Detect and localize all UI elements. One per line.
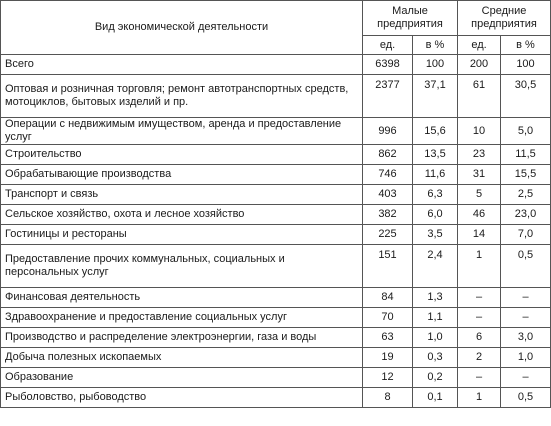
header-small-count: ед.	[363, 36, 413, 55]
small-percent: 2,4	[413, 245, 458, 288]
medium-percent: 15,5	[501, 165, 551, 185]
medium-count: 23	[458, 145, 501, 165]
small-count: 19	[363, 348, 413, 368]
row-name: Образование	[1, 368, 363, 388]
small-percent: 0,2	[413, 368, 458, 388]
small-count: 12	[363, 368, 413, 388]
small-percent: 100	[413, 55, 458, 75]
small-count: 151	[363, 245, 413, 288]
table-row	[1, 245, 551, 288]
row-name: Рыболовство, рыбоводство	[1, 388, 363, 408]
row-name: Финансовая деятельность	[1, 288, 363, 308]
table-row	[1, 185, 551, 205]
row-name: Гостиницы и рестораны	[1, 225, 363, 245]
row-name: Производство и распределение электроэнергии, газа и воды	[1, 328, 363, 348]
medium-percent: 0,5	[501, 388, 551, 408]
small-count: 2377	[363, 75, 413, 118]
row-name: Операции с недвижимым имуществом, аренда и предоставление услуг	[1, 118, 363, 145]
header-medium: Средние предприятия	[458, 1, 551, 36]
small-count: 225	[363, 225, 413, 245]
medium-count: 1	[458, 388, 501, 408]
header-medium-pct: в %	[501, 36, 551, 55]
small-percent: 1,0	[413, 328, 458, 348]
header-small: Малые предприятия	[363, 1, 458, 36]
medium-count: 6	[458, 328, 501, 348]
table-row	[1, 308, 551, 328]
small-percent: 3,5	[413, 225, 458, 245]
small-percent: 6,0	[413, 205, 458, 225]
medium-percent: –	[501, 368, 551, 388]
medium-percent: 30,5	[501, 75, 551, 118]
medium-count: –	[458, 368, 501, 388]
medium-count: 1	[458, 245, 501, 288]
header-medium-count: ед.	[458, 36, 501, 55]
medium-count: 31	[458, 165, 501, 185]
small-percent: 13,5	[413, 145, 458, 165]
small-count: 382	[363, 205, 413, 225]
row-name: Обрабатывающие производства	[1, 165, 363, 185]
small-count: 746	[363, 165, 413, 185]
row-name: Транспорт и связь	[1, 185, 363, 205]
table-row	[1, 288, 551, 308]
table-row	[1, 328, 551, 348]
small-count: 8	[363, 388, 413, 408]
row-name: Здравоохранение и предоставление социальных услуг	[1, 308, 363, 328]
small-count: 63	[363, 328, 413, 348]
small-count: 862	[363, 145, 413, 165]
medium-percent: 3,0	[501, 328, 551, 348]
table-row	[1, 165, 551, 185]
medium-count: 10	[458, 118, 501, 145]
small-percent: 1,1	[413, 308, 458, 328]
row-name: Строительство	[1, 145, 363, 165]
row-name: Сельское хозяйство, охота и лесное хозяйство	[1, 205, 363, 225]
row-name: Добыча полезных ископаемых	[1, 348, 363, 368]
small-percent: 6,3	[413, 185, 458, 205]
medium-percent: 2,5	[501, 185, 551, 205]
table-row	[1, 55, 551, 75]
small-count: 6398	[363, 55, 413, 75]
table-row	[1, 118, 551, 145]
medium-percent: 23,0	[501, 205, 551, 225]
small-count: 996	[363, 118, 413, 145]
medium-percent: 100	[501, 55, 551, 75]
table-row	[1, 388, 551, 408]
medium-count: 61	[458, 75, 501, 118]
medium-count: 200	[458, 55, 501, 75]
medium-percent: 7,0	[501, 225, 551, 245]
small-percent: 1,3	[413, 288, 458, 308]
small-count: 70	[363, 308, 413, 328]
header-kind: Вид экономической деятельности	[1, 1, 363, 55]
small-percent: 11,6	[413, 165, 458, 185]
table-row	[1, 145, 551, 165]
row-name: Всего	[1, 55, 363, 75]
small-percent: 37,1	[413, 75, 458, 118]
medium-percent: 5,0	[501, 118, 551, 145]
medium-percent: –	[501, 308, 551, 328]
medium-count: –	[458, 308, 501, 328]
medium-count: 2	[458, 348, 501, 368]
medium-count: 14	[458, 225, 501, 245]
table-row	[1, 205, 551, 225]
row-name: Оптовая и розничная торговля; ремонт автотранспортных средств, мотоциклов, бытовых изделий и пр.	[1, 75, 363, 118]
table-row	[1, 75, 551, 118]
header-small-pct: в %	[413, 36, 458, 55]
small-count: 84	[363, 288, 413, 308]
medium-count: 46	[458, 205, 501, 225]
table-row	[1, 225, 551, 245]
medium-percent: 0,5	[501, 245, 551, 288]
medium-percent: –	[501, 288, 551, 308]
medium-percent: 11,5	[501, 145, 551, 165]
small-percent: 15,6	[413, 118, 458, 145]
small-count: 403	[363, 185, 413, 205]
medium-count: –	[458, 288, 501, 308]
table-row	[1, 368, 551, 388]
table-row	[1, 348, 551, 368]
medium-count: 5	[458, 185, 501, 205]
small-percent: 0,3	[413, 348, 458, 368]
row-name: Предоставление прочих коммунальных, социальных и персональных услуг	[1, 245, 363, 288]
medium-percent: 1,0	[501, 348, 551, 368]
small-percent: 0,1	[413, 388, 458, 408]
